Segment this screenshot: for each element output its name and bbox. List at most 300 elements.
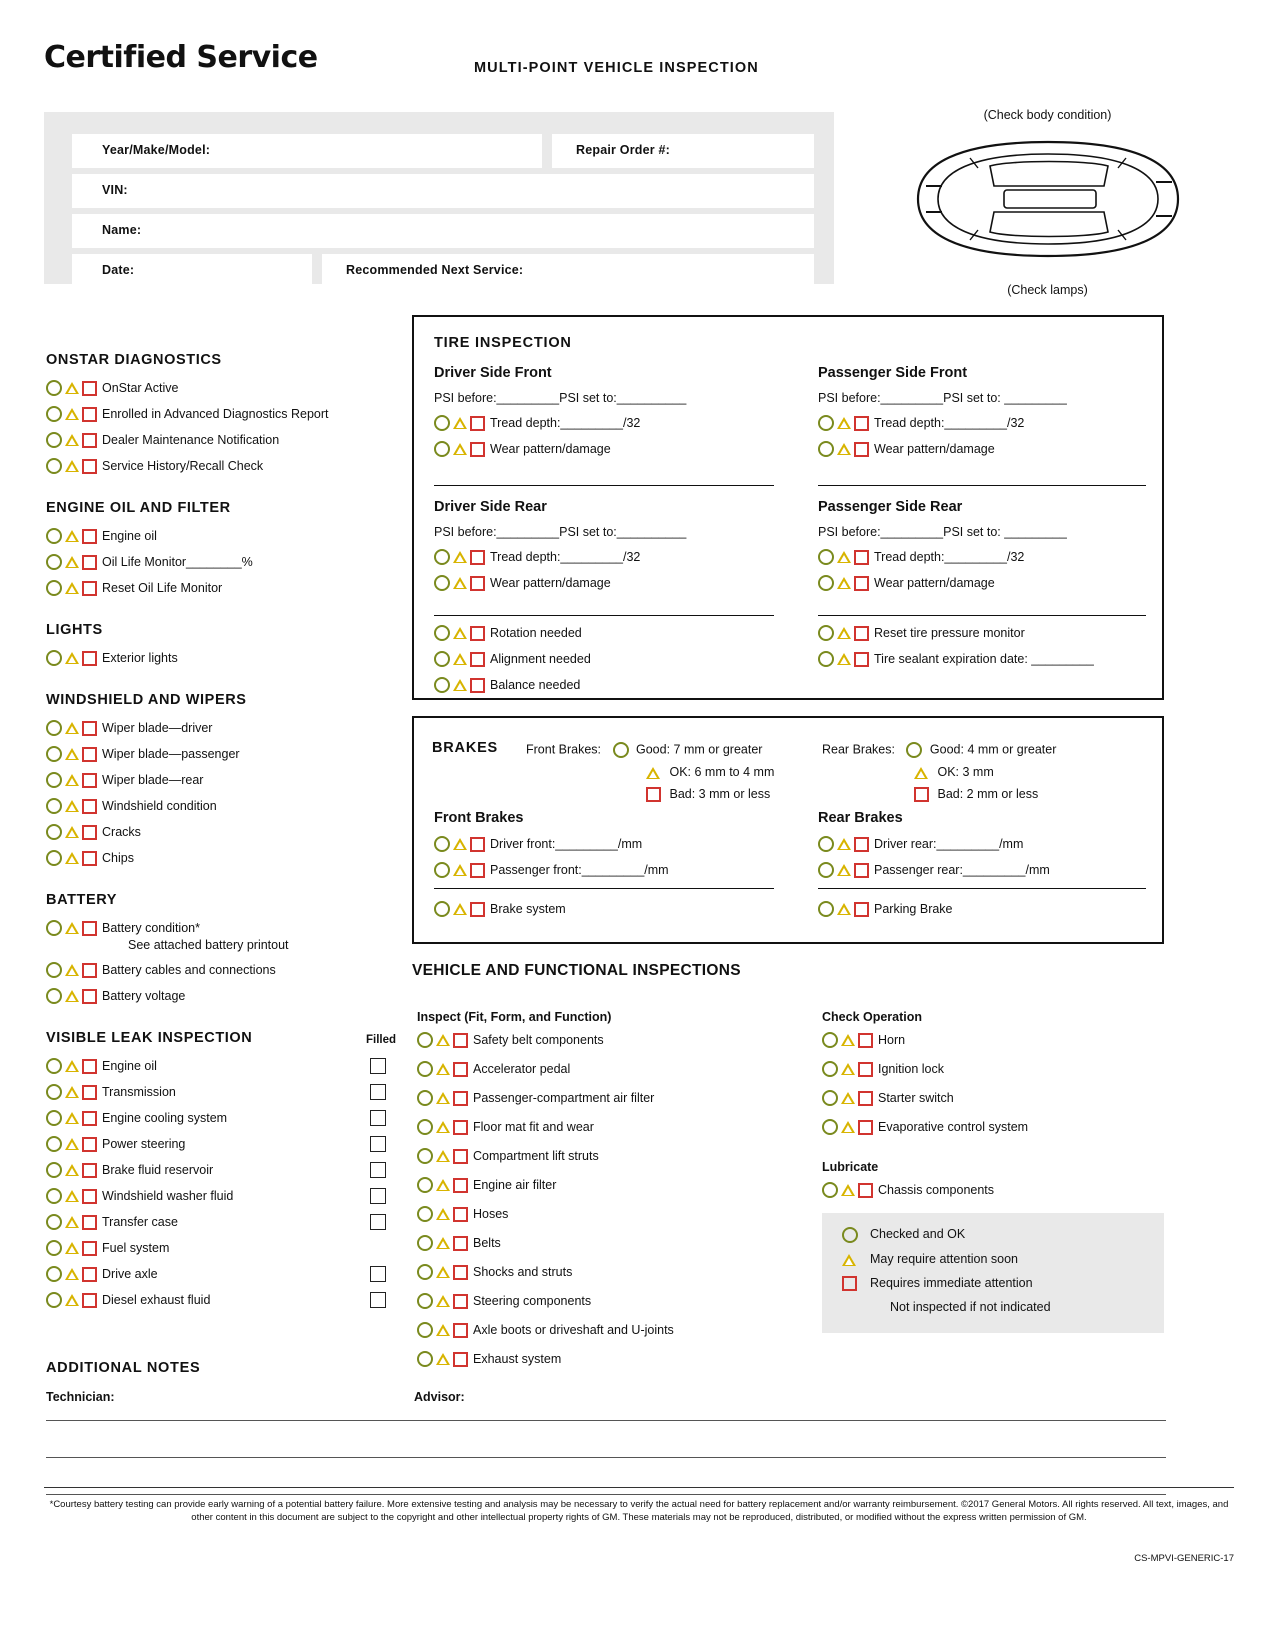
tire-item[interactable] [434,441,784,457]
status-icons[interactable] [417,1177,473,1193]
filled-checkbox[interactable] [370,1188,386,1204]
bad-square-icon[interactable] [82,381,97,396]
bad-square-icon[interactable] [82,1085,97,1100]
status-icons[interactable] [818,549,874,565]
tire-item[interactable] [818,549,1148,565]
warn-triangle-icon[interactable] [65,1086,79,1098]
bad-square-icon[interactable] [82,1293,97,1308]
bad-square-icon[interactable] [854,416,869,431]
warn-triangle-icon[interactable] [436,1150,450,1162]
bad-square-icon[interactable] [858,1062,873,1077]
bad-square-icon[interactable] [854,863,869,878]
status-icons[interactable] [46,1110,102,1126]
next-service-field[interactable] [322,254,814,288]
warn-triangle-icon[interactable] [841,1184,855,1196]
status-icons[interactable] [46,432,102,448]
bad-square-icon[interactable] [453,1265,468,1280]
status-icons[interactable] [46,580,102,596]
leak-item[interactable] [46,1058,396,1074]
ok-circle-icon[interactable] [46,406,62,422]
warn-triangle-icon[interactable] [65,1294,79,1306]
warn-triangle-icon[interactable] [841,1121,855,1133]
status-icons[interactable] [46,1162,102,1178]
bad-square-icon[interactable] [453,1236,468,1251]
ok-circle-icon[interactable] [46,850,62,866]
status-icons[interactable] [417,1264,473,1280]
ok-circle-icon[interactable] [417,1206,433,1222]
leak-item[interactable] [46,1110,396,1126]
bad-square-icon[interactable] [453,1120,468,1135]
repair-order-field[interactable] [552,134,814,168]
wipers-item[interactable] [46,850,396,866]
filled-checkbox[interactable] [370,1266,386,1282]
bad-square-icon[interactable] [858,1033,873,1048]
bad-square-icon[interactable] [453,1149,468,1164]
warn-triangle-icon[interactable] [65,800,79,812]
bad-square-icon[interactable] [470,576,485,591]
brake-item[interactable] [818,836,1158,852]
status-icons[interactable] [46,988,102,1004]
status-icons[interactable] [46,554,102,570]
status-icons[interactable] [417,1293,473,1309]
tire-item[interactable] [818,415,1148,431]
bad-square-icon[interactable] [858,1183,873,1198]
ok-circle-icon[interactable] [46,1162,62,1178]
ok-circle-icon[interactable] [417,1061,433,1077]
psi-fields[interactable]: PSI before:_________PSI set to: _________ [818,525,1067,539]
bad-square-icon[interactable] [854,550,869,565]
bad-square-icon[interactable] [453,1091,468,1106]
engine-oil-item[interactable] [46,554,396,570]
ok-circle-icon[interactable] [46,1058,62,1074]
warn-triangle-icon[interactable] [837,417,851,429]
tire-item[interactable] [434,415,784,431]
ok-circle-icon[interactable] [434,441,450,457]
ok-circle-icon[interactable] [46,1110,62,1126]
ok-circle-icon[interactable] [46,720,62,736]
inspect-item[interactable] [417,1206,817,1222]
bad-square-icon[interactable] [854,902,869,917]
ok-circle-icon[interactable] [434,415,450,431]
ok-circle-icon[interactable] [46,1084,62,1100]
inspect-item[interactable] [417,1090,817,1106]
bad-square-icon[interactable] [82,1137,97,1152]
battery-item[interactable] [46,988,396,1004]
ok-circle-icon[interactable] [434,901,450,917]
notes-line[interactable] [46,1457,1166,1458]
tire-item[interactable] [818,441,1148,457]
ok-circle-icon[interactable] [46,1214,62,1230]
ok-circle-icon[interactable] [818,441,834,457]
brake-item[interactable] [434,901,566,917]
status-icons[interactable] [417,1090,473,1106]
bad-square-icon[interactable] [453,1323,468,1338]
status-icons[interactable] [46,746,102,762]
inspect-item[interactable] [417,1264,817,1280]
warn-triangle-icon[interactable] [453,864,467,876]
battery-item[interactable] [46,920,396,936]
bad-square-icon[interactable] [82,581,97,596]
ok-circle-icon[interactable] [46,580,62,596]
bad-square-icon[interactable] [854,626,869,641]
warn-triangle-icon[interactable] [65,852,79,864]
filled-checkbox[interactable] [370,1110,386,1126]
warn-triangle-icon[interactable] [65,434,79,446]
ok-circle-icon[interactable] [818,415,834,431]
warn-triangle-icon[interactable] [65,582,79,594]
parking-brake-row[interactable] [818,901,953,927]
status-icons[interactable] [434,441,490,457]
wipers-item[interactable] [46,798,396,814]
warn-triangle-icon[interactable] [453,838,467,850]
lights-item[interactable] [46,650,396,666]
bad-square-icon[interactable] [82,1163,97,1178]
inspect-item[interactable] [417,1177,817,1193]
bad-square-icon[interactable] [82,1215,97,1230]
wipers-item[interactable] [46,746,396,762]
inspect-item[interactable] [417,1235,817,1251]
bad-square-icon[interactable] [453,1033,468,1048]
status-icons[interactable] [46,1084,102,1100]
bad-square-icon[interactable] [470,902,485,917]
inspect-item[interactable] [417,1322,817,1338]
year-make-model-field[interactable] [72,134,542,168]
ok-circle-icon[interactable] [818,862,834,878]
onstar-item[interactable] [46,432,396,448]
filled-checkbox[interactable] [370,1084,386,1100]
warn-triangle-icon[interactable] [436,1179,450,1191]
warn-triangle-icon[interactable] [837,903,851,915]
ok-circle-icon[interactable] [46,458,62,474]
bad-square-icon[interactable] [453,1294,468,1309]
inspect-item[interactable] [417,1119,817,1135]
onstar-item[interactable] [46,380,396,396]
warn-triangle-icon[interactable] [65,1112,79,1124]
ok-circle-icon[interactable] [46,554,62,570]
ok-circle-icon[interactable] [818,625,834,641]
ok-circle-icon[interactable] [417,1322,433,1338]
status-icons[interactable] [822,1032,878,1048]
ok-circle-icon[interactable] [818,575,834,591]
status-icons[interactable] [818,575,874,591]
warn-triangle-icon[interactable] [436,1266,450,1278]
bad-square-icon[interactable] [82,747,97,762]
ok-circle-icon[interactable] [417,1264,433,1280]
ok-circle-icon[interactable] [46,1188,62,1204]
ok-circle-icon[interactable] [818,549,834,565]
filled-checkbox[interactable] [370,1292,386,1308]
tire-action-item[interactable] [818,625,1158,641]
warn-triangle-icon[interactable] [837,864,851,876]
warn-triangle-icon[interactable] [453,577,467,589]
warn-triangle-icon[interactable] [837,653,851,665]
warn-triangle-icon[interactable] [841,1034,855,1046]
psi-fields[interactable]: PSI before:_________PSI set to:__________ [434,391,687,405]
status-icons[interactable] [822,1182,878,1198]
check-item[interactable] [822,1032,1172,1048]
bad-square-icon[interactable] [453,1207,468,1222]
status-icons[interactable] [46,1240,102,1256]
warn-triangle-icon[interactable] [65,774,79,786]
ok-circle-icon[interactable] [822,1061,838,1077]
warn-triangle-icon[interactable] [453,443,467,455]
warn-triangle-icon[interactable] [436,1295,450,1307]
ok-circle-icon[interactable] [46,1266,62,1282]
status-icons[interactable] [818,651,874,667]
status-icons[interactable] [434,862,490,878]
leak-item[interactable] [46,1188,396,1204]
status-icons[interactable] [46,406,102,422]
status-icons[interactable] [46,850,102,866]
ok-circle-icon[interactable] [818,901,834,917]
psi-fields[interactable]: PSI before:_________PSI set to: _________ [818,391,1067,405]
warn-triangle-icon[interactable] [65,990,79,1002]
leak-item[interactable] [46,1292,396,1308]
status-icons[interactable] [46,650,102,666]
ok-circle-icon[interactable] [434,549,450,565]
warn-triangle-icon[interactable] [65,1242,79,1254]
status-icons[interactable] [46,458,102,474]
bad-square-icon[interactable] [82,1267,97,1282]
bad-square-icon[interactable] [470,863,485,878]
bad-square-icon[interactable] [82,555,97,570]
tire-item[interactable] [434,575,784,591]
bad-square-icon[interactable] [854,837,869,852]
warn-triangle-icon[interactable] [841,1063,855,1075]
warn-triangle-icon[interactable] [65,408,79,420]
status-icons[interactable] [818,862,874,878]
bad-square-icon[interactable] [854,652,869,667]
status-icons[interactable] [417,1032,473,1048]
ok-circle-icon[interactable] [417,1032,433,1048]
ok-circle-icon[interactable] [822,1090,838,1106]
warn-triangle-icon[interactable] [65,748,79,760]
bad-square-icon[interactable] [82,989,97,1004]
status-icons[interactable] [46,824,102,840]
warn-triangle-icon[interactable] [436,1208,450,1220]
ok-circle-icon[interactable] [417,1235,433,1251]
status-icons[interactable] [434,651,490,667]
status-icons[interactable] [434,901,490,917]
battery-item[interactable] [46,962,396,978]
warn-triangle-icon[interactable] [436,1121,450,1133]
ok-circle-icon[interactable] [434,677,450,693]
filled-checkbox[interactable] [370,1058,386,1074]
bad-square-icon[interactable] [82,1189,97,1204]
wipers-item[interactable] [46,720,396,736]
bad-square-icon[interactable] [470,442,485,457]
status-icons[interactable] [818,836,874,852]
ok-circle-icon[interactable] [822,1032,838,1048]
status-icons[interactable] [46,380,102,396]
warn-triangle-icon[interactable] [65,382,79,394]
warn-triangle-icon[interactable] [837,551,851,563]
onstar-item[interactable] [46,406,396,422]
ok-circle-icon[interactable] [46,1292,62,1308]
bad-square-icon[interactable] [82,1241,97,1256]
bad-square-icon[interactable] [854,576,869,591]
leak-item[interactable] [46,1214,396,1230]
bad-square-icon[interactable] [858,1120,873,1135]
ok-circle-icon[interactable] [818,836,834,852]
status-icons[interactable] [434,415,490,431]
warn-triangle-icon[interactable] [65,1060,79,1072]
name-field[interactable] [72,214,814,248]
bad-square-icon[interactable] [470,678,485,693]
bad-square-icon[interactable] [82,799,97,814]
lubricate-item[interactable] [822,1182,1172,1198]
ok-circle-icon[interactable] [46,1240,62,1256]
bad-square-icon[interactable] [82,773,97,788]
status-icons[interactable] [417,1148,473,1164]
ok-circle-icon[interactable] [417,1119,433,1135]
bad-square-icon[interactable] [854,442,869,457]
ok-circle-icon[interactable] [417,1177,433,1193]
bad-square-icon[interactable] [82,1111,97,1126]
ok-circle-icon[interactable] [46,380,62,396]
ok-circle-icon[interactable] [417,1148,433,1164]
warn-triangle-icon[interactable] [65,1268,79,1280]
ok-circle-icon[interactable] [822,1182,838,1198]
warn-triangle-icon[interactable] [65,556,79,568]
warn-triangle-icon[interactable] [65,722,79,734]
ok-circle-icon[interactable] [417,1090,433,1106]
inspect-item[interactable] [417,1061,817,1077]
brake-system-row[interactable] [434,901,566,927]
ok-circle-icon[interactable] [434,575,450,591]
warn-triangle-icon[interactable] [65,964,79,976]
bad-square-icon[interactable] [470,550,485,565]
bad-square-icon[interactable] [82,851,97,866]
status-icons[interactable] [822,1061,878,1077]
warn-triangle-icon[interactable] [453,627,467,639]
ok-circle-icon[interactable] [46,798,62,814]
status-icons[interactable] [822,1119,878,1135]
status-icons[interactable] [46,1266,102,1282]
bad-square-icon[interactable] [858,1091,873,1106]
ok-circle-icon[interactable] [46,962,62,978]
warn-triangle-icon[interactable] [436,1034,450,1046]
filled-checkbox[interactable] [370,1162,386,1178]
leak-item[interactable] [46,1136,396,1152]
warn-triangle-icon[interactable] [436,1237,450,1249]
status-icons[interactable] [818,625,874,641]
check-item[interactable] [822,1061,1172,1077]
ok-circle-icon[interactable] [434,651,450,667]
ok-circle-icon[interactable] [434,625,450,641]
warn-triangle-icon[interactable] [436,1063,450,1075]
ok-circle-icon[interactable] [434,836,450,852]
psi-fields[interactable]: PSI before:_________PSI set to:__________ [434,525,687,539]
warn-triangle-icon[interactable] [837,577,851,589]
bad-square-icon[interactable] [82,651,97,666]
bad-square-icon[interactable] [82,921,97,936]
bad-square-icon[interactable] [470,416,485,431]
status-icons[interactable] [417,1061,473,1077]
ok-circle-icon[interactable] [46,1136,62,1152]
warn-triangle-icon[interactable] [436,1092,450,1104]
warn-triangle-icon[interactable] [65,1138,79,1150]
wipers-item[interactable] [46,824,396,840]
bad-square-icon[interactable] [453,1178,468,1193]
ok-circle-icon[interactable] [46,988,62,1004]
status-icons[interactable] [434,836,490,852]
brake-item[interactable] [434,862,794,878]
warn-triangle-icon[interactable] [65,826,79,838]
status-icons[interactable] [434,677,490,693]
warn-triangle-icon[interactable] [65,460,79,472]
bad-square-icon[interactable] [82,529,97,544]
ok-circle-icon[interactable] [46,920,62,936]
status-icons[interactable] [822,1090,878,1106]
status-icons[interactable] [46,720,102,736]
tire-item[interactable] [818,575,1148,591]
wipers-item[interactable] [46,772,396,788]
ok-circle-icon[interactable] [46,528,62,544]
inspect-item[interactable] [417,1293,817,1309]
warn-triangle-icon[interactable] [841,1092,855,1104]
warn-triangle-icon[interactable] [65,1164,79,1176]
tire-action-item[interactable] [434,651,784,667]
warn-triangle-icon[interactable] [453,653,467,665]
status-icons[interactable] [417,1206,473,1222]
tire-action-item[interactable] [434,625,784,641]
bad-square-icon[interactable] [82,825,97,840]
warn-triangle-icon[interactable] [453,551,467,563]
ok-circle-icon[interactable] [46,772,62,788]
status-icons[interactable] [46,528,102,544]
ok-circle-icon[interactable] [822,1119,838,1135]
engine-oil-item[interactable] [46,528,396,544]
warn-triangle-icon[interactable] [65,1216,79,1228]
bad-square-icon[interactable] [82,721,97,736]
status-icons[interactable] [417,1322,473,1338]
warn-triangle-icon[interactable] [837,838,851,850]
status-icons[interactable] [818,415,874,431]
leak-item[interactable] [46,1266,396,1282]
bad-square-icon[interactable] [470,837,485,852]
bad-square-icon[interactable] [82,1059,97,1074]
item-label[interactable]: Tire sealant expiration date: _________ [874,651,1094,666]
status-icons[interactable] [46,1058,102,1074]
notes-line[interactable] [46,1420,1166,1421]
bad-square-icon[interactable] [470,626,485,641]
warn-triangle-icon[interactable] [453,903,467,915]
status-icons[interactable] [434,625,490,641]
status-icons[interactable] [818,441,874,457]
bad-square-icon[interactable] [82,963,97,978]
ok-circle-icon[interactable] [417,1293,433,1309]
inspect-item[interactable] [417,1148,817,1164]
status-icons[interactable] [46,1136,102,1152]
engine-oil-item[interactable] [46,580,396,596]
warn-triangle-icon[interactable] [65,922,79,934]
date-field[interactable] [72,254,312,288]
brake-item[interactable] [434,836,794,852]
onstar-item[interactable] [46,458,396,474]
warn-triangle-icon[interactable] [65,652,79,664]
status-icons[interactable] [46,920,102,936]
brake-item[interactable] [818,901,953,917]
warn-triangle-icon[interactable] [65,530,79,542]
status-icons[interactable] [46,962,102,978]
warn-triangle-icon[interactable] [65,1190,79,1202]
leak-item[interactable] [46,1162,396,1178]
ok-circle-icon[interactable] [434,862,450,878]
warn-triangle-icon[interactable] [453,679,467,691]
warn-triangle-icon[interactable] [453,417,467,429]
ok-circle-icon[interactable] [46,432,62,448]
